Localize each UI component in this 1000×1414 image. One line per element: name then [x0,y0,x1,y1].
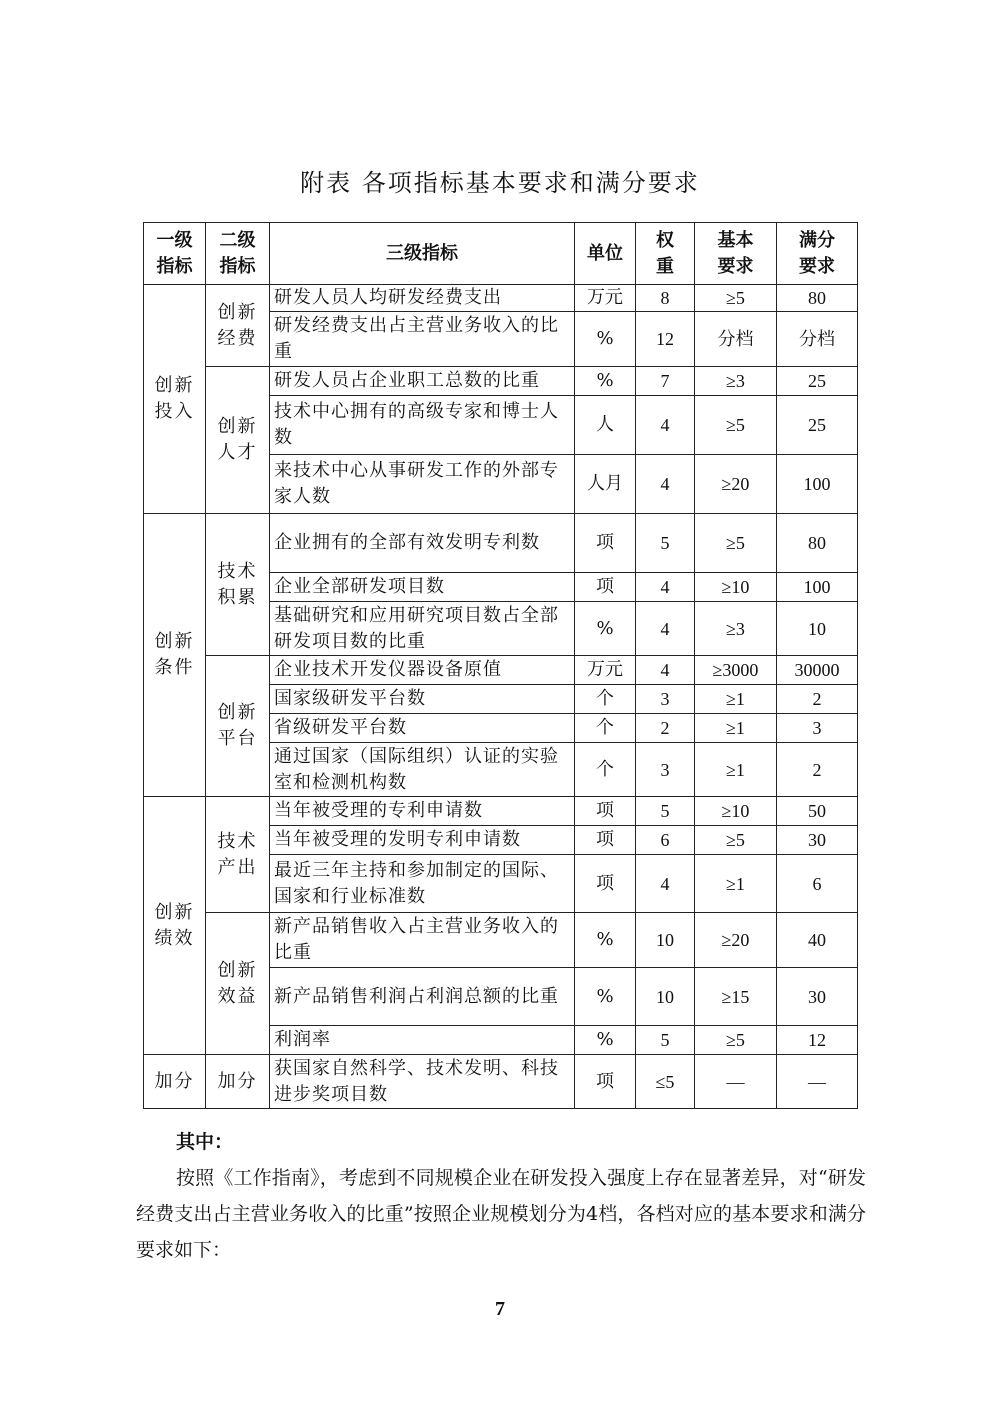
indicator-basic: ≥5 [695,396,777,455]
subgroup-tech-accumulation [206,514,270,656]
indicator-name: 企业技术开发仪器设备原值 [270,656,575,685]
indicator-full: 分档 [777,312,858,367]
indicator-name: 基础研究和应用研究项目数占全部研发项目数的比重 [270,602,575,656]
indicator-unit: 个 [575,685,636,714]
indicator-full: 100 [777,455,858,514]
indicator-basic: ≥10 [695,573,777,602]
table-row [144,367,858,396]
table-row [144,797,858,826]
indicator-basic: ≥15 [695,968,777,1026]
indicator-name: 新产品销售利润占利润总额的比重 [270,968,575,1026]
indicator-name: 来技术中心从事研发工作的外部专家人数 [270,455,575,514]
indicator-weight: ≤5 [636,1055,695,1109]
indicator-weight: 4 [636,573,695,602]
indicator-weight: 5 [636,514,695,573]
indicator-unit: 个 [575,743,636,797]
indicator-unit: % [575,312,636,367]
header-basic [695,223,777,285]
indicator-unit: 万元 [575,285,636,312]
indicator-full: 80 [777,514,858,573]
note-body: 按照《工作指南》，考虑到不同规模企业在研发投入强度上存在显著差异，对“研发经费支出占主营业务收入的比重”按照企业规模划分为4档，各档对应的基本要求和满分要求如下： [136,1167,866,1261]
indicator-unit: % [575,367,636,396]
indicator-basic: ≥20 [695,455,777,514]
header-level3 [270,223,575,285]
indicator-weight: 4 [636,656,695,685]
indicator-name: 省级研发平台数 [270,714,575,743]
indicator-unit: 项 [575,826,636,855]
page-number: 7 [495,1298,505,1320]
indicator-basic: ≥20 [695,913,777,968]
indicator-weight: 3 [636,685,695,714]
indicator-unit: 项 [575,514,636,573]
header-level2 [206,223,270,285]
indicator-basic: ≥1 [695,743,777,797]
indicator-name: 当年被受理的发明专利申请数 [270,826,575,855]
indicator-full: 2 [777,685,858,714]
header-level1 [144,223,206,285]
indicator-name: 新产品销售收入占主营业务收入的比重 [270,913,575,968]
indicator-full: 30000 [777,656,858,685]
indicator-unit: % [575,602,636,656]
subgroup-innovation-benefit [206,913,270,1055]
indicator-unit: 个 [575,714,636,743]
indicator-full: 25 [777,396,858,455]
header-weight-label: 权 重 [656,229,674,277]
indicator-weight: 6 [636,826,695,855]
indicator-name: 获国家自然科学、技术发明、科技进步奖项目数 [270,1055,575,1109]
table-row [144,1055,858,1109]
indicator-name: 利润率 [270,1026,575,1055]
header-basic-label: 基本 要求 [717,229,754,277]
group-innovation-conditions [144,514,206,797]
indicator-unit: % [575,1026,636,1055]
indicator-table [143,222,858,1109]
indicator-weight: 4 [636,855,695,913]
indicator-weight: 5 [636,797,695,826]
header-level1-label: 一级 指标 [156,229,193,277]
indicator-full: 25 [777,367,858,396]
page-title: 附表 各项指标基本要求和满分要求 [300,169,700,197]
indicator-weight: 12 [636,312,695,367]
indicator-basic: ≥3 [695,367,777,396]
indicator-unit: 万元 [575,656,636,685]
indicator-unit: % [575,968,636,1026]
indicator-unit: 人 [575,396,636,455]
indicator-basic: ≥1 [695,855,777,913]
indicator-full: 10 [777,602,858,656]
indicator-name: 研发人员占企业职工总数的比重 [270,367,575,396]
indicator-basic: ≥1 [695,685,777,714]
indicator-weight: 10 [636,913,695,968]
table-row [144,285,858,312]
group-innovation-input [144,285,206,514]
indicator-weight: 8 [636,285,695,312]
header-weight [636,223,695,285]
indicator-unit: 人月 [575,455,636,514]
table-row [144,514,858,573]
group-bonus [144,1055,206,1109]
group-label: 加分 [154,1070,195,1092]
subgroup-label: 创新 人才 [217,416,258,463]
indicator-name: 当年被受理的专利申请数 [270,797,575,826]
table-header-row [144,223,858,285]
indicator-name: 企业拥有的全部有效发明专利数 [270,514,575,573]
indicator-weight: 4 [636,396,695,455]
indicator-name: 最近三年主持和参加制定的国际、国家和行业标准数 [270,855,575,913]
indicator-unit: 项 [575,797,636,826]
indicator-basic: — [695,1055,777,1109]
table-row [144,656,858,685]
group-label: 创新 绩效 [154,901,195,949]
subgroup-tech-output [206,797,270,913]
indicator-weight: 2 [636,714,695,743]
header-full [777,223,858,285]
indicator-basic: 分档 [695,312,777,367]
indicator-name: 研发经费支出占主营业务收入的比重 [270,312,575,367]
table-row [144,913,858,968]
indicator-name: 国家级研发平台数 [270,685,575,714]
indicator-full: 100 [777,573,858,602]
indicator-name: 企业全部研发项目数 [270,573,575,602]
indicator-weight: 5 [636,1026,695,1055]
indicator-full: 30 [777,826,858,855]
subgroup-label: 加分 [217,1070,258,1092]
indicator-unit: 项 [575,573,636,602]
indicator-unit: 项 [575,855,636,913]
indicator-basic: ≥3 [695,602,777,656]
indicator-weight: 10 [636,968,695,1026]
indicator-basic: ≥10 [695,797,777,826]
header-level3-label: 三级指标 [386,242,458,264]
indicator-full: 6 [777,855,858,913]
indicator-full: 2 [777,743,858,797]
subgroup-label: 创新 经费 [217,301,258,349]
indicator-full: 50 [777,797,858,826]
subgroup-innovation-funding [206,285,270,367]
indicator-unit: % [575,913,636,968]
subgroup-label: 创新 平台 [217,702,258,749]
indicator-full: 12 [777,1026,858,1055]
subgroup-label: 技术 产出 [217,830,258,878]
group-label: 创新 条件 [154,631,195,678]
indicator-basic: ≥3000 [695,656,777,685]
indicator-basic: ≥5 [695,826,777,855]
indicator-full: 30 [777,968,858,1026]
subgroup-label: 创新 效益 [217,959,258,1007]
indicator-weight: 7 [636,367,695,396]
indicator-weight: 3 [636,743,695,797]
indicator-name: 研发人员人均研发经费支出 [270,285,575,312]
indicator-weight: 4 [636,602,695,656]
group-label: 创新 投入 [154,375,195,422]
indicator-full: 40 [777,913,858,968]
indicator-full: 3 [777,714,858,743]
group-innovation-performance [144,797,206,1055]
indicator-unit: 项 [575,1055,636,1109]
header-unit [575,223,636,285]
indicator-basic: ≥5 [695,1026,777,1055]
indicator-name: 通过国家（国际组织）认证的实验室和检测机构数 [270,743,575,797]
header-full-label: 满分 要求 [799,229,835,277]
indicator-basic: ≥1 [695,714,777,743]
header-unit-label: 单位 [587,242,623,264]
subgroup-innovation-talent [206,367,270,514]
indicator-basic: ≥5 [695,285,777,312]
indicator-weight: 4 [636,455,695,514]
header-level2-label: 二级 指标 [219,229,256,277]
note-heading: 其中： [176,1131,234,1153]
subgroup-label: 技术 积累 [217,560,258,608]
subgroup-innovation-platform [206,656,270,797]
indicator-full: — [777,1055,858,1109]
subgroup-bonus [206,1055,270,1109]
indicator-full: 80 [777,285,858,312]
indicator-name: 技术中心拥有的高级专家和博士人数 [270,396,575,455]
indicator-basic: ≥5 [695,514,777,573]
